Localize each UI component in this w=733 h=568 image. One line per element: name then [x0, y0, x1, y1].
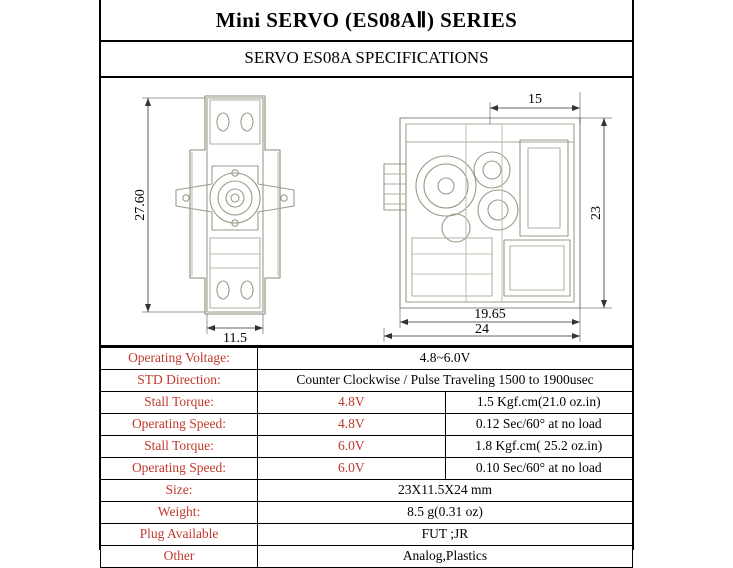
spec-label: Plug Available — [101, 524, 258, 546]
spec-value: 0.10 Sec/60° at no load — [445, 458, 633, 480]
spec-label: Operating Voltage: — [101, 348, 258, 370]
spec-value: Analog,Plastics — [258, 546, 633, 568]
table-row — [101, 546, 633, 568]
border-title-bottom — [99, 40, 634, 42]
spec-value: 0.12 Sec/60° at no load — [445, 414, 633, 436]
spec-label: STD Direction: — [101, 370, 258, 392]
spec-voltage: 4.8V — [258, 392, 446, 414]
page-subtitle: SERVO ES08A SPECIFICATIONS — [244, 48, 489, 67]
svg-text:27.60: 27.60 — [133, 189, 148, 221]
spec-value: Counter Clockwise / Pulse Traveling 1500 to 1900usec — [258, 370, 633, 392]
spec-voltage: 4.8V — [258, 414, 446, 436]
specifications-table — [100, 347, 633, 568]
spec-value: FUT ;JR — [258, 524, 633, 546]
table-row — [101, 458, 633, 480]
spec-label: Operating Speed: — [101, 414, 258, 436]
table-row — [101, 348, 633, 370]
spec-value: 4.8~6.0V — [258, 348, 633, 370]
spec-label: Stall Torque: — [101, 392, 258, 414]
technical-drawing — [100, 78, 633, 346]
spec-label: Other — [101, 546, 258, 568]
spec-value: 23X11.5X24 mm — [258, 480, 633, 502]
svg-text:19.65: 19.65 — [474, 307, 506, 322]
svg-text:11.5: 11.5 — [223, 331, 247, 346]
spec-voltage: 6.0V — [258, 436, 446, 458]
spec-label: Weight: — [101, 502, 258, 524]
spec-label: Operating Speed: — [101, 458, 258, 480]
table-row — [101, 480, 633, 502]
table-row — [101, 414, 633, 436]
spec-label: Stall Torque: — [101, 436, 258, 458]
table-row — [101, 370, 633, 392]
spec-value: 1.5 Kgf.cm(21.0 oz.in) — [445, 392, 633, 414]
page-title: Mini SERVO (ES08AⅡ) SERIES — [215, 8, 518, 32]
spec-value: 1.8 Kgf.cm( 25.2 oz.in) — [445, 436, 633, 458]
table-row — [101, 436, 633, 458]
table-row — [101, 524, 633, 546]
spec-label: Size: — [101, 480, 258, 502]
svg-text:23: 23 — [589, 206, 604, 220]
spec-value: 8.5 g(0.31 oz) — [258, 502, 633, 524]
table-row — [101, 392, 633, 414]
svg-text:15: 15 — [528, 92, 542, 107]
table-row — [101, 502, 633, 524]
svg-text:24: 24 — [475, 322, 489, 337]
spec-voltage: 6.0V — [258, 458, 446, 480]
